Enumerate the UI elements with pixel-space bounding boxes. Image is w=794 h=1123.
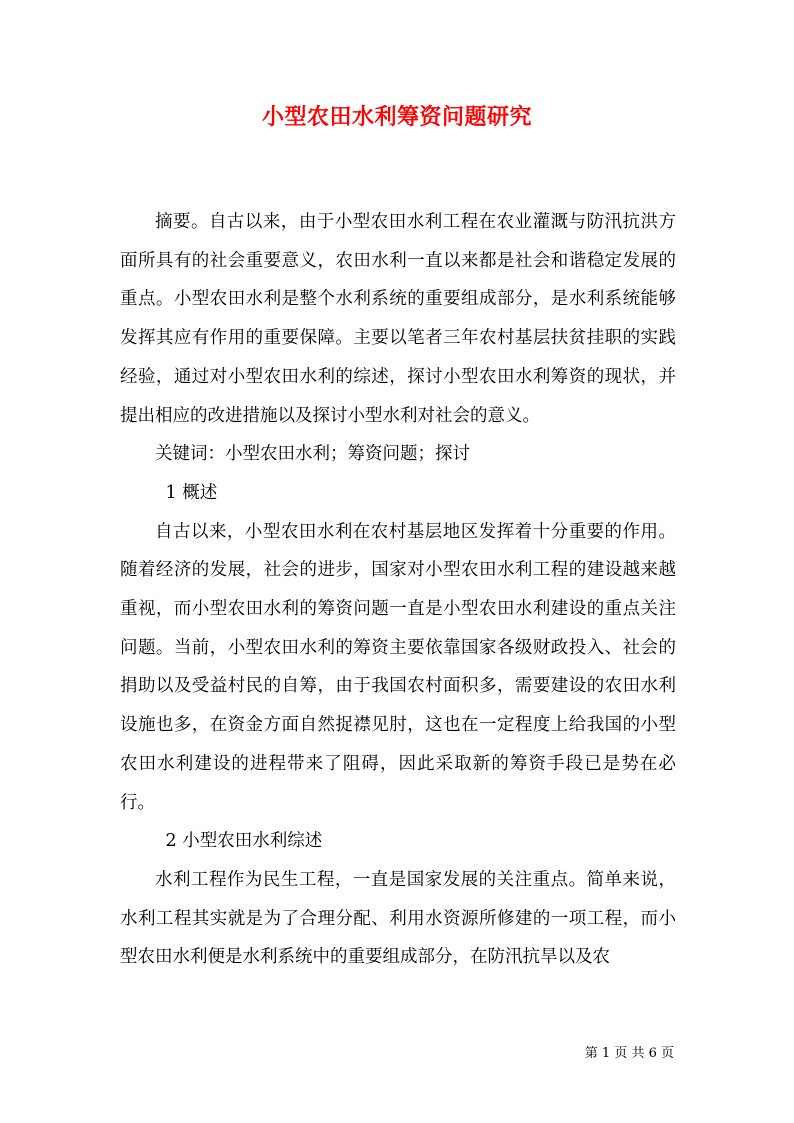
page-number-footer: 第 1 页 共 6 页: [584, 1046, 674, 1061]
abstract-paragraph: 摘要。自古以来，由于小型农田水利工程在农业灌溉与防汛抗洪方面所具有的社会重要意义，农田水利一直以来都是社会和谐稳定发展的重点。小型农田水利是整个水利系统的重要组成部分，是水利系统能够发挥其应有作用的重要保障。主要以笔者三年农村基层扶贫挂职的实践经验，通过对小型农田水利的综述，探讨小型农田水利筹资的现状，并提出相应的改进措施以及探讨小型水利对社会的意义。: [120, 212, 676, 426]
document-body: [120, 203, 676, 977]
section-1-paragraph: 自古以来，小型农田水利在农村基层地区发挥着十分重要的作用。随着经济的发展，社会的进步，国家对小型农田水利工程的建设越来越重视，而小型农田水利的筹资问题一直是小型农田水利建设的重点关注问题。当前，小型农田水利的筹资主要依靠国家各级财政投入、社会的捐助以及受益村民的自筹，由于我国农村面积多，需要建设的农田水利设施也多，在资金方面自然捉襟见肘，这也在一定程度上给我国的小型农田水利建设的进程带来了阻碍，因此采取新的筹资手段已是势在必行。: [120, 521, 676, 813]
document-title: 小型农田水利筹资问题研究: [261, 104, 532, 130]
keywords-paragraph: 关键词：小型农田水利；筹资问题；探讨: [155, 444, 470, 465]
section-2-paragraph: 水利工程作为民生工程，一直是国家发展的关注重点。简单来说，水利工程其实就是为了合理分配、利用水资源所修建的一项工程，而小型农田水利便是水利系统中的重要组成部分，在防汛抗旱以及农: [120, 869, 676, 968]
section-heading-2: 2 小型农田水利综述: [165, 831, 323, 852]
section-heading-1: 1 概述: [165, 482, 218, 503]
